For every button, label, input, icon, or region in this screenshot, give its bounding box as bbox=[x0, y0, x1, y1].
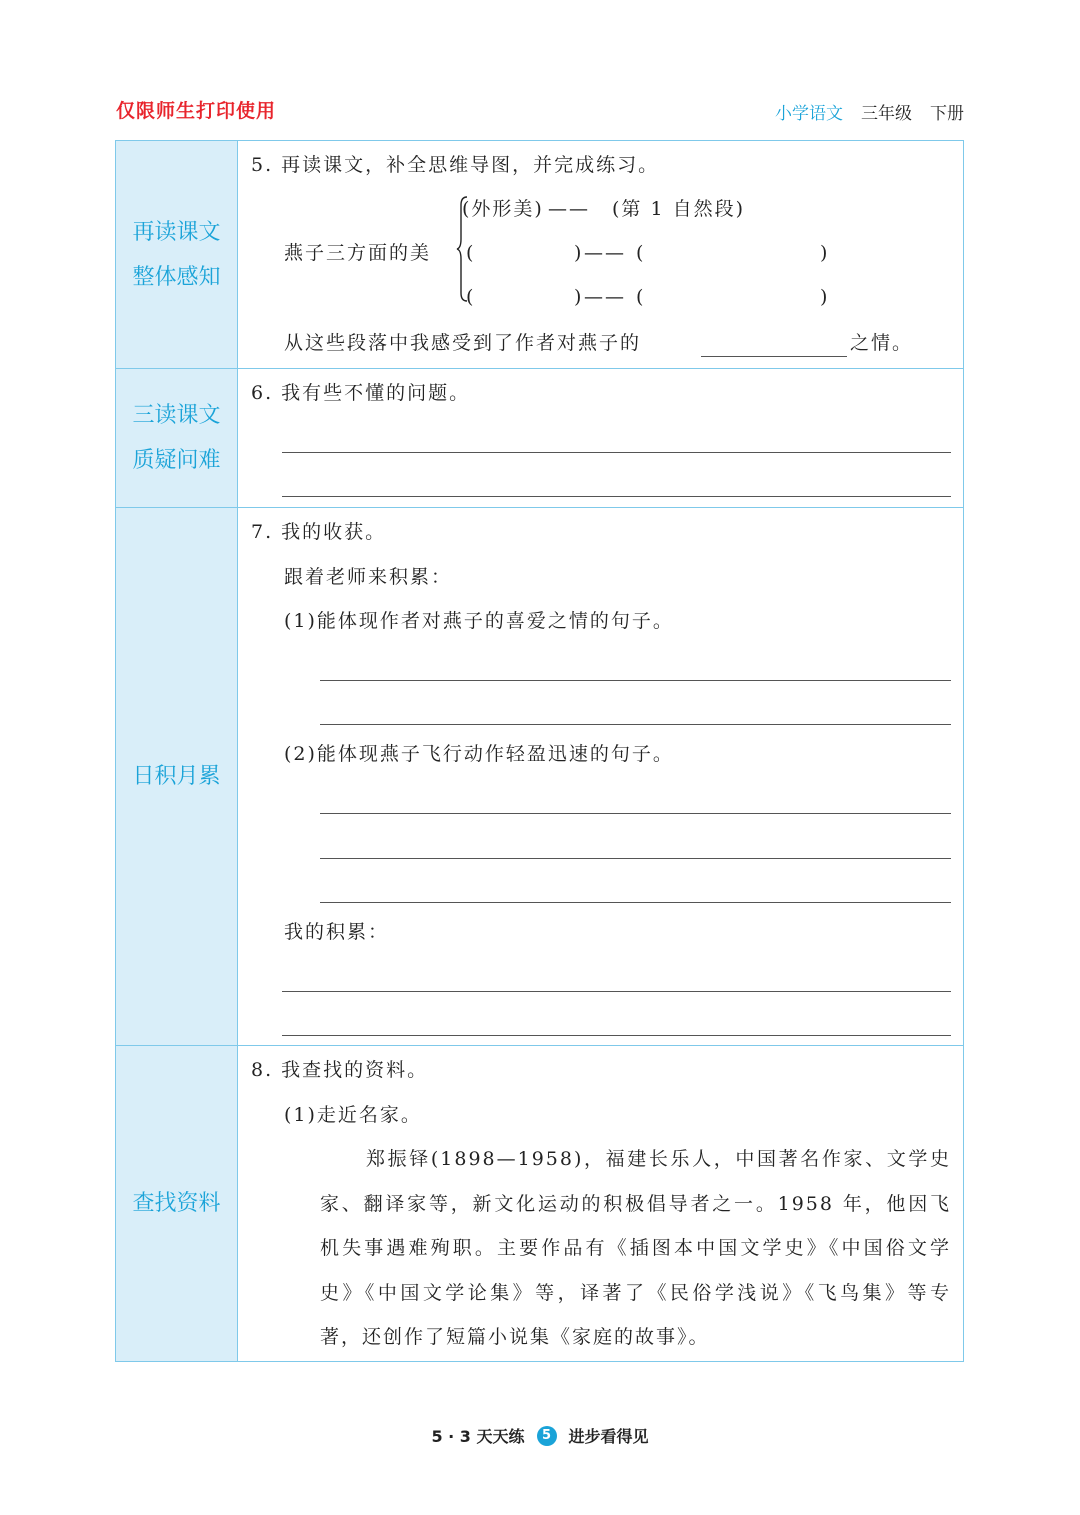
answer-line[interactable] bbox=[320, 813, 951, 814]
author-bio-paragraph: 郑振铎(1898—1958)，福建长乐人，中国著名作家、文学史家、翻译家等，新文化运动的积极倡导者之一。1958 年，他因飞机失事遇难殉职。主要作品有《插图本中国文学史》《中国俗文学史》《中国文学论集》等，译著了《民俗学浅说》《飞鸟集》等专著，还创作了短篇小说集《家庭的故事》。 bbox=[320, 1148, 951, 1348]
answer-line[interactable] bbox=[282, 496, 951, 497]
mindmap-branch3-close: ) bbox=[574, 286, 584, 308]
item-1: (1)走近名家。 bbox=[284, 1104, 422, 1126]
mindmap-branch2-right-close: ) bbox=[820, 242, 830, 264]
volume-label: 下册 bbox=[930, 104, 964, 124]
row-question-doubts bbox=[116, 368, 963, 507]
section-label-text: 查找资料 bbox=[132, 1191, 221, 1216]
mindmap-branch1-dash: —— bbox=[548, 198, 590, 220]
grade-label: 三年级 bbox=[861, 104, 912, 124]
item-2: (2)能体现燕子飞行动作轻盈迅速的句子。 bbox=[284, 743, 674, 765]
answer-line[interactable] bbox=[282, 991, 951, 992]
section-label-line1: 三读课文 bbox=[132, 403, 221, 428]
section-label bbox=[116, 369, 238, 507]
section-content bbox=[238, 508, 963, 1045]
mindmap-branch3-right-close: ) bbox=[820, 286, 830, 308]
subject-label: 小学语文 bbox=[775, 104, 843, 124]
mindmap-branch1-left: (外形美) bbox=[462, 198, 544, 220]
footer-slogan: 进步看得见 bbox=[568, 1427, 649, 1446]
section-label bbox=[116, 1046, 238, 1361]
section-label bbox=[116, 508, 238, 1045]
worksheet-table bbox=[115, 140, 964, 1362]
answer-line[interactable] bbox=[282, 1035, 951, 1036]
mindmap-branch2-open: ( bbox=[466, 242, 476, 264]
row-daily-accumulation bbox=[116, 507, 963, 1045]
answer-line[interactable] bbox=[320, 902, 951, 903]
question-7: 7. 我的收获。 bbox=[251, 521, 387, 543]
footer-brand: 5 · 3 天天练 bbox=[431, 1427, 525, 1446]
section-label-text: 日积月累 bbox=[132, 764, 221, 789]
feeling-prefix: 从这些段落中我感受到了作者对燕子的 bbox=[284, 332, 642, 354]
mindmap-branch3-open: ( bbox=[466, 286, 476, 308]
question-6: 6. 我有些不懂的问题。 bbox=[251, 382, 471, 404]
answer-line[interactable] bbox=[320, 724, 951, 725]
question-5: 5. 再读课文，补全思维导图，并完成练习。 bbox=[251, 154, 660, 176]
mindmap-branch2-dash: —— bbox=[584, 242, 626, 264]
mindmap-branch1-right: (第 1 自然段) bbox=[612, 198, 745, 220]
mindmap-branch3-right-open: ( bbox=[636, 286, 646, 308]
book-info bbox=[775, 99, 964, 124]
mindmap-branch2-right-open: ( bbox=[636, 242, 646, 264]
page-footer bbox=[0, 1424, 1080, 1447]
my-collection: 我的积累： bbox=[284, 921, 390, 943]
item-1: (1)能体现作者对燕子的喜爱之情的句子。 bbox=[284, 610, 674, 632]
answer-line[interactable] bbox=[282, 452, 951, 453]
answer-line[interactable] bbox=[320, 680, 951, 681]
feeling-suffix: 之情。 bbox=[850, 332, 914, 354]
mindmap-branch2-close: ) bbox=[574, 242, 584, 264]
section-content bbox=[238, 369, 963, 507]
section-label-line2: 整体感知 bbox=[132, 264, 221, 290]
row-reread-overview bbox=[116, 141, 963, 368]
section-label-line2: 质疑问难 bbox=[132, 448, 221, 473]
answer-line[interactable] bbox=[320, 858, 951, 859]
row-find-materials bbox=[116, 1045, 963, 1361]
sub-intro: 跟着老师来积累： bbox=[284, 566, 453, 588]
mindmap-root: 燕子三方面的美 bbox=[284, 242, 432, 264]
mindmap-branch3-dash: —— bbox=[584, 286, 626, 308]
section-label bbox=[116, 141, 238, 368]
page-number: 5 bbox=[537, 1426, 557, 1446]
section-content bbox=[238, 141, 963, 368]
print-restriction-notice: 仅限师生打印使用 bbox=[116, 100, 277, 122]
feeling-blank[interactable] bbox=[701, 356, 847, 357]
section-content bbox=[238, 1046, 963, 1361]
section-label-line1: 再读课文 bbox=[132, 219, 221, 245]
question-8: 8. 我查找的资料。 bbox=[251, 1059, 429, 1081]
